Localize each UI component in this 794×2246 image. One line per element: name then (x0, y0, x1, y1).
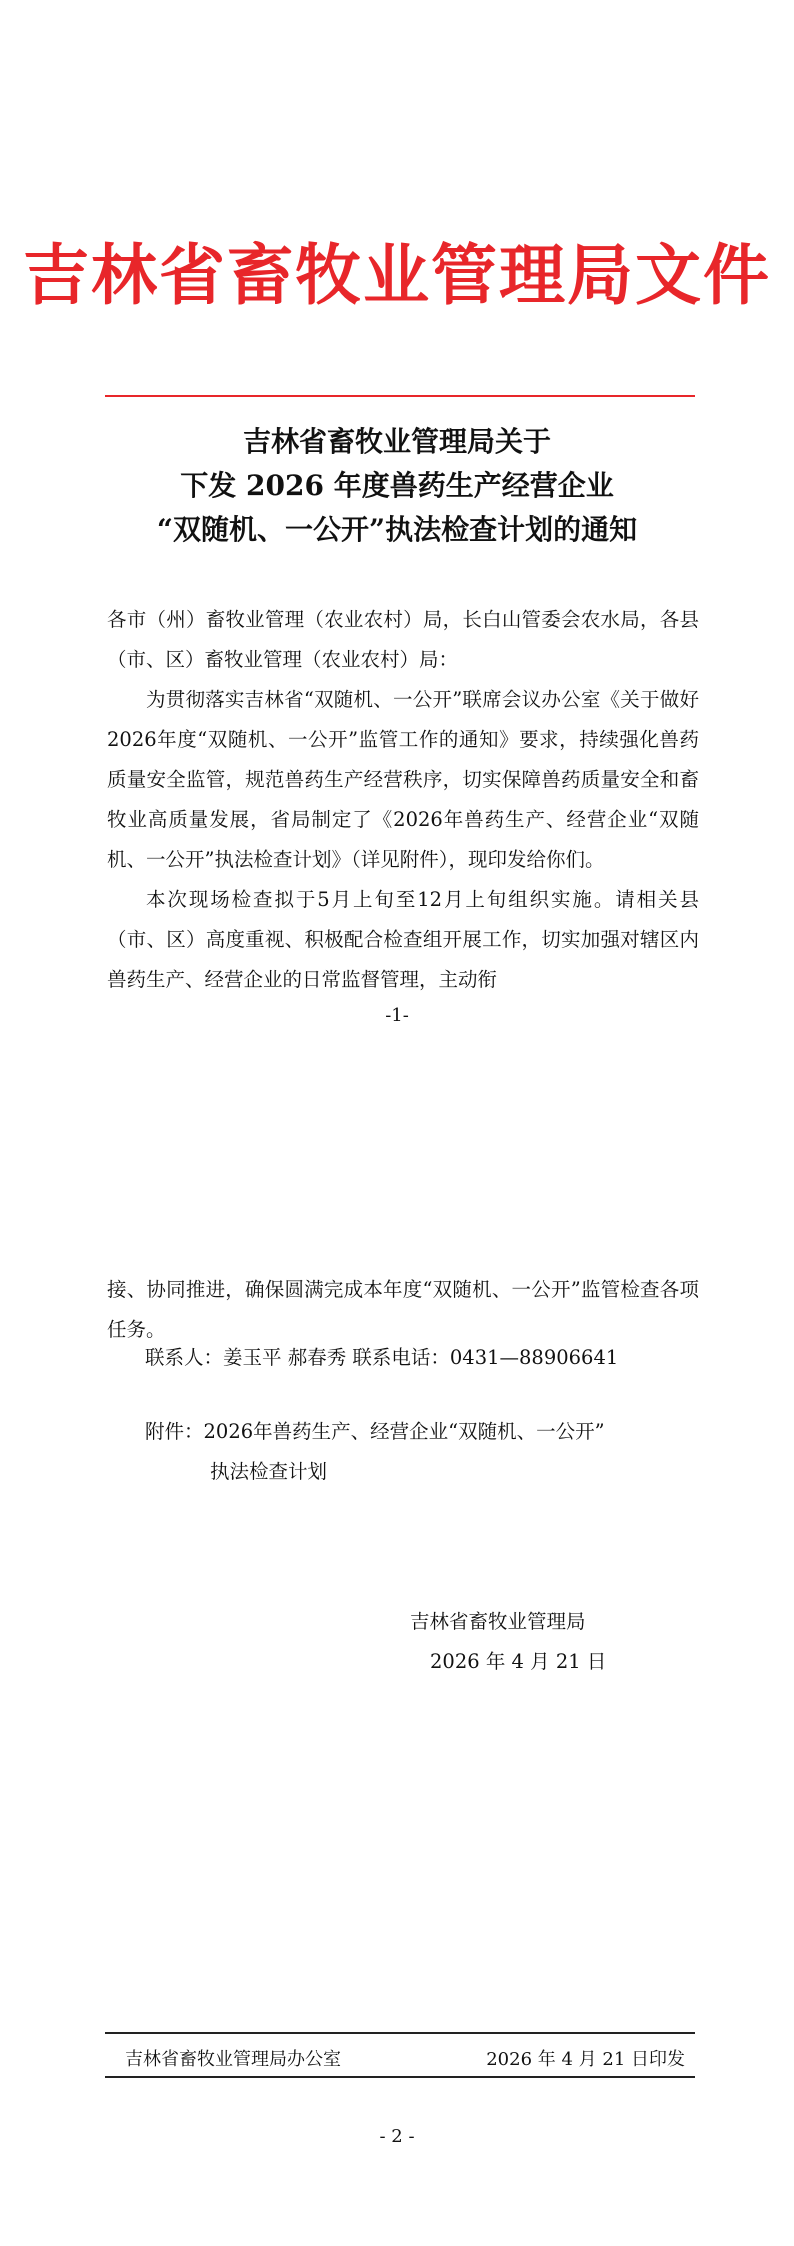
footer-print-date: 2026 年 4 月 21 日印发 (486, 2049, 685, 2070)
page-number-1: -1- (385, 1005, 409, 1026)
attachment-line-1: 附件：2026年兽药生产、经营企业“双随机、一公开” (145, 1420, 605, 1443)
paragraph-2-part-1: 本次现场检查拟于5月上旬至12月上旬组织实施。请相关县（市、区）高度重视、积极配合检查组开展工作，切实加强对辖区内兽药生产、经营企业的日常监督管理，主动衔 (107, 888, 699, 991)
attachment-note (145, 1412, 605, 1492)
footer-bottom-rule (105, 2076, 695, 2078)
title-line-2: 下发 2026 年度兽药生产经营企业 (180, 469, 614, 502)
document-title (0, 420, 794, 552)
addressee: 各市（州）畜牧业管理（农业农村）局，长白山管委会农水局，各县（市、区）畜牧业管理（农业农村）局： (107, 608, 699, 671)
paragraph-1: 为贯彻落实吉林省“双随机、一公开”联席会议办公室《关于做好2026年度“双随机、一公开”监管工作的通知》要求，持续强化兽药质量安全监管，规范兽药生产经营秩序，切实保障兽药质量安全和畜牧业高质量发展，省局制定了《2026年兽药生产、经营企业“双随机、一公开”执法检查计划》（详见附件），现印发给你们。 (107, 688, 699, 871)
document-body-continued (107, 1270, 699, 1350)
paragraph-2-part-2: 接、协同推进，确保圆满完成本年度“双随机、一公开”监管检查各项任务。 (107, 1278, 699, 1341)
title-line-1: 吉林省畜牧业管理局关于 (242, 425, 551, 458)
footer-office: 吉林省畜牧业管理局办公室 (125, 2049, 341, 2070)
document-masthead: 吉林省畜牧业管理局文件 (23, 236, 771, 314)
footer-top-rule (105, 2032, 695, 2034)
signoff-date: 2026 年 4 月 21 日 (430, 1650, 607, 1673)
page-number-2: - 2 - (379, 2126, 415, 2147)
attachment-line-2: 执法检查计划 (210, 1460, 328, 1483)
signoff-block (410, 1602, 606, 1682)
contact-line: 联系人：姜玉平 郝春秀 联系电话：0431—88906641 (145, 1346, 619, 1369)
footer-imprint (125, 2045, 685, 2071)
document-body (107, 600, 699, 1000)
signoff-org: 吉林省畜牧业管理局 (410, 1610, 586, 1633)
title-line-3: “双随机、一公开”执法检查计划的通知 (156, 513, 638, 546)
page-1 (0, 0, 794, 1050)
masthead-divider (105, 395, 695, 397)
